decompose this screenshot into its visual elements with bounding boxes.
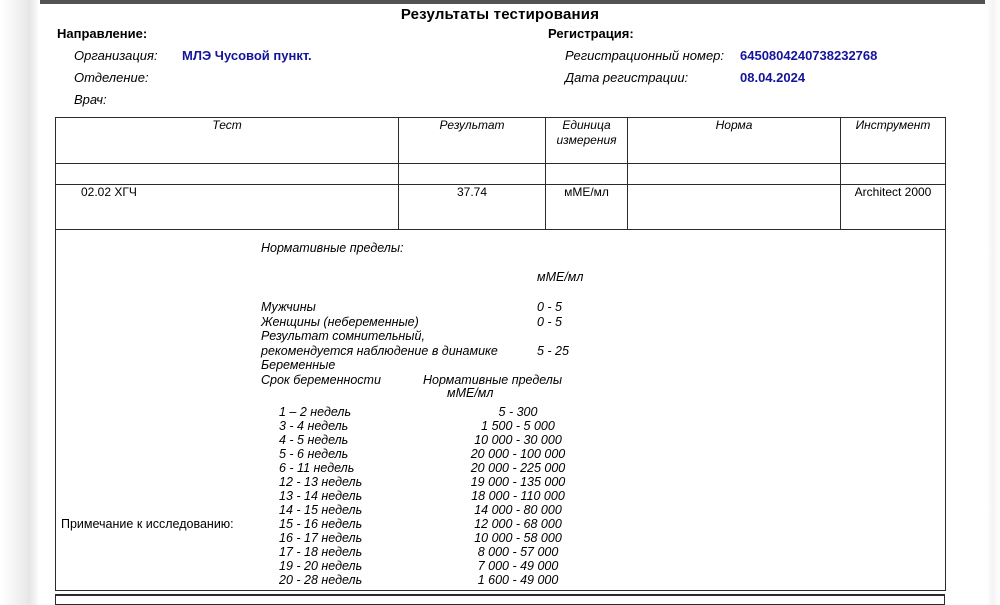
- cell-instrument: Architect 2000: [841, 185, 946, 230]
- pregnancy-row: [261, 532, 613, 545]
- pregnancy-row: [261, 448, 613, 461]
- pregnancy-range: 10 000 - 30 000: [474, 432, 562, 447]
- notes-cell: [56, 230, 946, 591]
- pregnancy-term: 5 - 6 недель: [279, 446, 349, 461]
- notes-general-row: [261, 316, 613, 329]
- next-table-row-partial: [55, 594, 945, 605]
- pregnancy-row: [261, 462, 613, 475]
- notes-general-row: [261, 330, 613, 343]
- registration-date-row: [548, 70, 877, 85]
- notes-general-value: 0 - 5: [537, 300, 563, 314]
- registration-date-value: 08.04.2024: [740, 70, 806, 85]
- table-header-row: [56, 118, 946, 164]
- pregnancy-row: [261, 546, 613, 559]
- registration-number-row: [548, 48, 877, 63]
- spacer-cell-result: [399, 164, 546, 185]
- registration-number-value: 6450804240738232768: [740, 48, 878, 63]
- pregnancy-range: 12 000 - 68 000: [474, 516, 562, 531]
- notes-general-value: 0 - 5: [537, 314, 563, 329]
- notes-general-text: Мужчины: [261, 300, 316, 314]
- notes-general-text: Беременные: [261, 358, 336, 372]
- pregnancy-term: 1 – 2 недель: [279, 404, 352, 419]
- pregnancy-range: 20 000 - 100 000: [470, 446, 566, 461]
- referral-organization-value: МЛЭ Чусовой пункт.: [182, 48, 312, 63]
- column-header-instrument: Инструмент: [841, 118, 946, 164]
- notes-label: Примечание к исследованию:: [61, 517, 234, 531]
- pregnancy-term: 16 - 17 недель: [279, 530, 363, 545]
- pregnancy-term: 6 - 11 недель: [279, 460, 355, 475]
- pregnancy-row: [261, 574, 613, 587]
- pregnancy-range: 5 - 300: [498, 404, 538, 419]
- pregnancy-range: 7 000 - 49 000: [477, 558, 559, 573]
- spacer-cell-norm: [628, 164, 841, 185]
- notes-general-value: 5 - 25: [537, 343, 569, 358]
- pregnancy-range: 14 000 - 80 000: [474, 502, 562, 517]
- pregnancy-row: [261, 504, 613, 517]
- registration-date-label: Дата регистрации:: [565, 70, 689, 85]
- pregnancy-unit-header: мМЕ/мл: [447, 386, 494, 400]
- pregnancy-term: 4 - 5 недель: [279, 432, 349, 447]
- pregnancy-term: 3 - 4 недель: [279, 418, 349, 433]
- spacer-cell-instrument: [841, 164, 946, 185]
- referral-doctor-row: [57, 92, 312, 107]
- pregnancy-term: 17 - 18 недель: [279, 544, 363, 559]
- pregnancy-term: 20 - 28 недель: [279, 572, 363, 587]
- column-header-test: Тест: [56, 118, 399, 164]
- referral-department-row: [57, 70, 312, 85]
- referral-block: [57, 26, 312, 114]
- table-spacer-row: [56, 164, 946, 185]
- spacer-cell-unit: [546, 164, 628, 185]
- page-title: Результаты тестирования: [400, 6, 600, 23]
- pregnancy-range: 18 000 - 110 000: [471, 488, 565, 503]
- notes-general-row: [261, 345, 613, 358]
- pregnancy-row: [261, 476, 613, 489]
- pregnancy-table-header: [261, 374, 613, 387]
- registration-block: [548, 26, 877, 92]
- referral-heading: Направление:: [57, 26, 148, 41]
- pregnancy-term: 14 - 15 недель: [279, 502, 363, 517]
- pregnancy-row: [261, 406, 613, 419]
- pregnancy-row: [261, 518, 613, 531]
- cell-unit: мМЕ/мл: [546, 185, 628, 230]
- pregnancy-row: [261, 560, 613, 573]
- registration-number-label: Регистрационный номер:: [565, 48, 725, 63]
- referral-department-label: Отделение:: [74, 70, 149, 85]
- column-header-result: Результат: [399, 118, 546, 164]
- notes-general-row: [261, 301, 613, 314]
- cell-result-value: 37.74: [399, 185, 546, 230]
- registration-heading: Регистрация:: [548, 26, 634, 41]
- pregnancy-range: 10 000 - 58 000: [474, 530, 562, 545]
- referral-organization-row: [57, 48, 312, 63]
- pregnancy-term: 12 - 13 недель: [279, 474, 363, 489]
- notes-title: Нормативные пределы:: [261, 241, 404, 255]
- pregnancy-row: [261, 434, 613, 447]
- pregnancy-row: [261, 490, 613, 503]
- pregnancy-term: 15 - 16 недель: [279, 516, 363, 531]
- pregnancy-range: 19 000 - 135 000: [470, 474, 566, 489]
- referral-doctor-label: Врач:: [74, 92, 107, 107]
- pregnancy-range: 20 000 - 225 000: [470, 460, 566, 475]
- table-row: [56, 185, 946, 230]
- pregnancy-range: 8 000 - 57 000: [477, 544, 559, 559]
- pregnancy-term: 19 - 20 недель: [279, 558, 363, 573]
- cell-test-name: 02.02 ХГЧ: [56, 185, 399, 230]
- pregnancy-limits-header: Нормативные пределы: [423, 372, 563, 387]
- notes-general-text: Результат сомнительный,: [261, 329, 425, 343]
- table-notes-row: [56, 230, 946, 591]
- column-header-norm: Норма: [628, 118, 841, 164]
- notes-general-text: Женщины (небеременные): [261, 314, 419, 329]
- pregnancy-term: 13 - 14 недель: [279, 488, 363, 503]
- spacer-cell-test: [56, 164, 399, 185]
- pregnancy-term-header: Срок беременности: [261, 372, 381, 387]
- notes-unit-header: мМЕ/мл: [537, 269, 584, 284]
- results-table: [55, 117, 946, 591]
- referral-organization-label: Организация:: [74, 48, 158, 63]
- pregnancy-row: [261, 420, 613, 433]
- pregnancy-range: 1 500 - 5 000: [481, 418, 555, 433]
- column-header-unit-line1: Единица: [562, 118, 611, 132]
- column-header-unit: [546, 118, 628, 164]
- cell-norm: [628, 185, 841, 230]
- notes-general-text: рекомендуется наблюдение в динамике: [261, 343, 498, 358]
- pregnancy-range: 1 600 - 49 000: [477, 572, 559, 587]
- column-header-unit-line2: измерения: [556, 133, 617, 147]
- notes-general-row: [261, 359, 613, 372]
- notes-body: [261, 242, 613, 588]
